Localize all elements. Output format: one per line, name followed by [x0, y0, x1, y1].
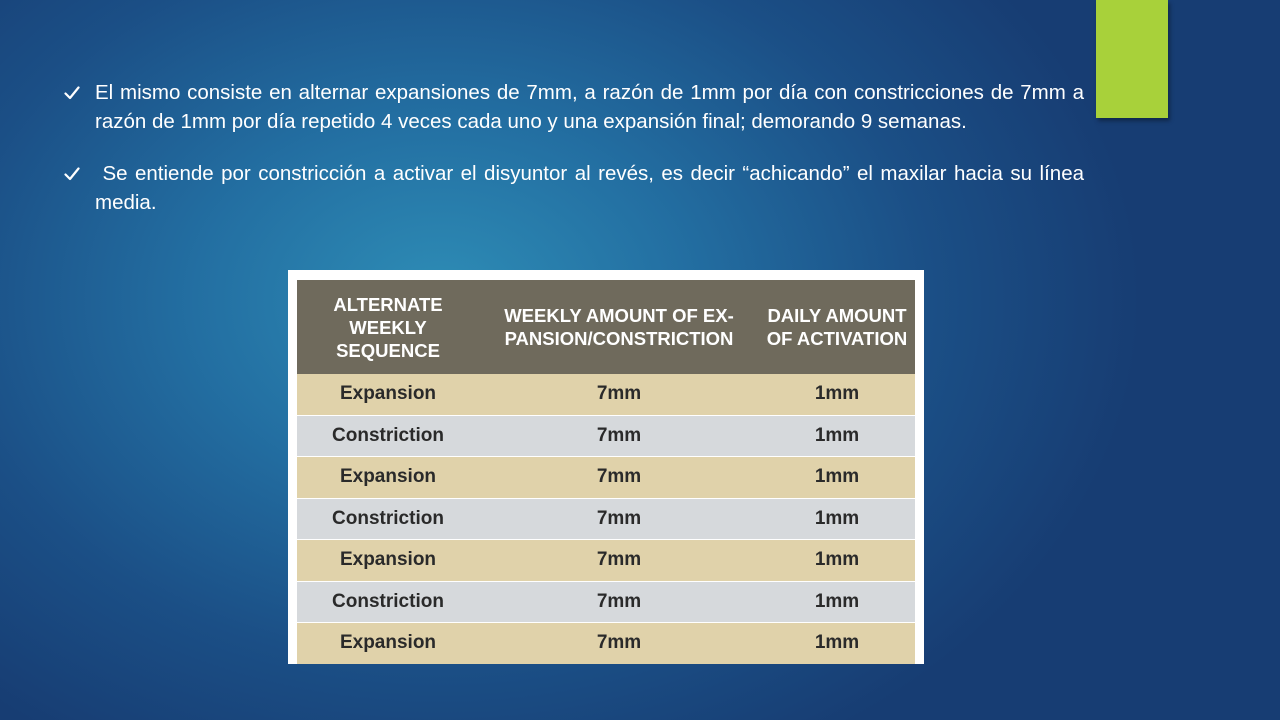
sequence-cell: Expansion: [297, 623, 479, 664]
header-weekly-amount: WEEKLY AMOUNT OF EX- PANSION/CONSTRICTION: [479, 280, 759, 374]
weekly-amount-cell: 7mm: [479, 498, 759, 540]
daily-amount-cell: 1mm: [759, 498, 915, 540]
sequence-cell: Constriction: [297, 581, 479, 623]
weekly-amount-cell: 7mm: [479, 457, 759, 499]
sequence-cell: Expansion: [297, 374, 479, 415]
table-row: [297, 623, 915, 664]
sequence-table: [297, 280, 915, 664]
header-daily-amount: DAILY AMOUNT OF ACTIVATION: [759, 280, 915, 374]
table-header-row: [297, 280, 915, 374]
bullet-text: El mismo consiste en alternar expansiones de 7mm, a razón de 1mm por día con constricciones de 7mm a razón de 1mm por día repetido 4 veces cada uno y una expansión final; demorando 9 semanas.: [95, 81, 1084, 133]
daily-amount-cell: 1mm: [759, 581, 915, 623]
weekly-amount-cell: 7mm: [479, 415, 759, 457]
bullet-text: Se entiende por constricción a activar el disyuntor al revés, es decir “achicando” el maxilar hacia su línea media.: [95, 162, 1090, 214]
bullet-item: [64, 78, 1084, 136]
bullet-item: [64, 159, 1090, 217]
weekly-amount-cell: 7mm: [479, 374, 759, 415]
sequence-table-image: [288, 270, 924, 664]
daily-amount-cell: 1mm: [759, 623, 915, 664]
weekly-amount-cell: 7mm: [479, 623, 759, 664]
accent-bar: [1096, 0, 1168, 118]
weekly-amount-cell: 7mm: [479, 540, 759, 582]
sequence-cell: Constriction: [297, 415, 479, 457]
table-row: [297, 374, 915, 415]
checkmark-icon: [64, 85, 80, 101]
table-row: [297, 581, 915, 623]
weekly-amount-cell: 7mm: [479, 581, 759, 623]
checkmark-icon: [64, 166, 80, 182]
bullet-list: [64, 78, 1090, 240]
header-alternate-weekly-sequence: ALTERNATE WEEKLY SEQUENCE: [297, 280, 479, 374]
daily-amount-cell: 1mm: [759, 415, 915, 457]
table-row: [297, 540, 915, 582]
daily-amount-cell: 1mm: [759, 540, 915, 582]
table-row: [297, 498, 915, 540]
sequence-cell: Expansion: [297, 457, 479, 499]
sequence-cell: Expansion: [297, 540, 479, 582]
daily-amount-cell: 1mm: [759, 457, 915, 499]
table-row: [297, 457, 915, 499]
sequence-cell: Constriction: [297, 498, 479, 540]
table-row: [297, 415, 915, 457]
daily-amount-cell: 1mm: [759, 374, 915, 415]
